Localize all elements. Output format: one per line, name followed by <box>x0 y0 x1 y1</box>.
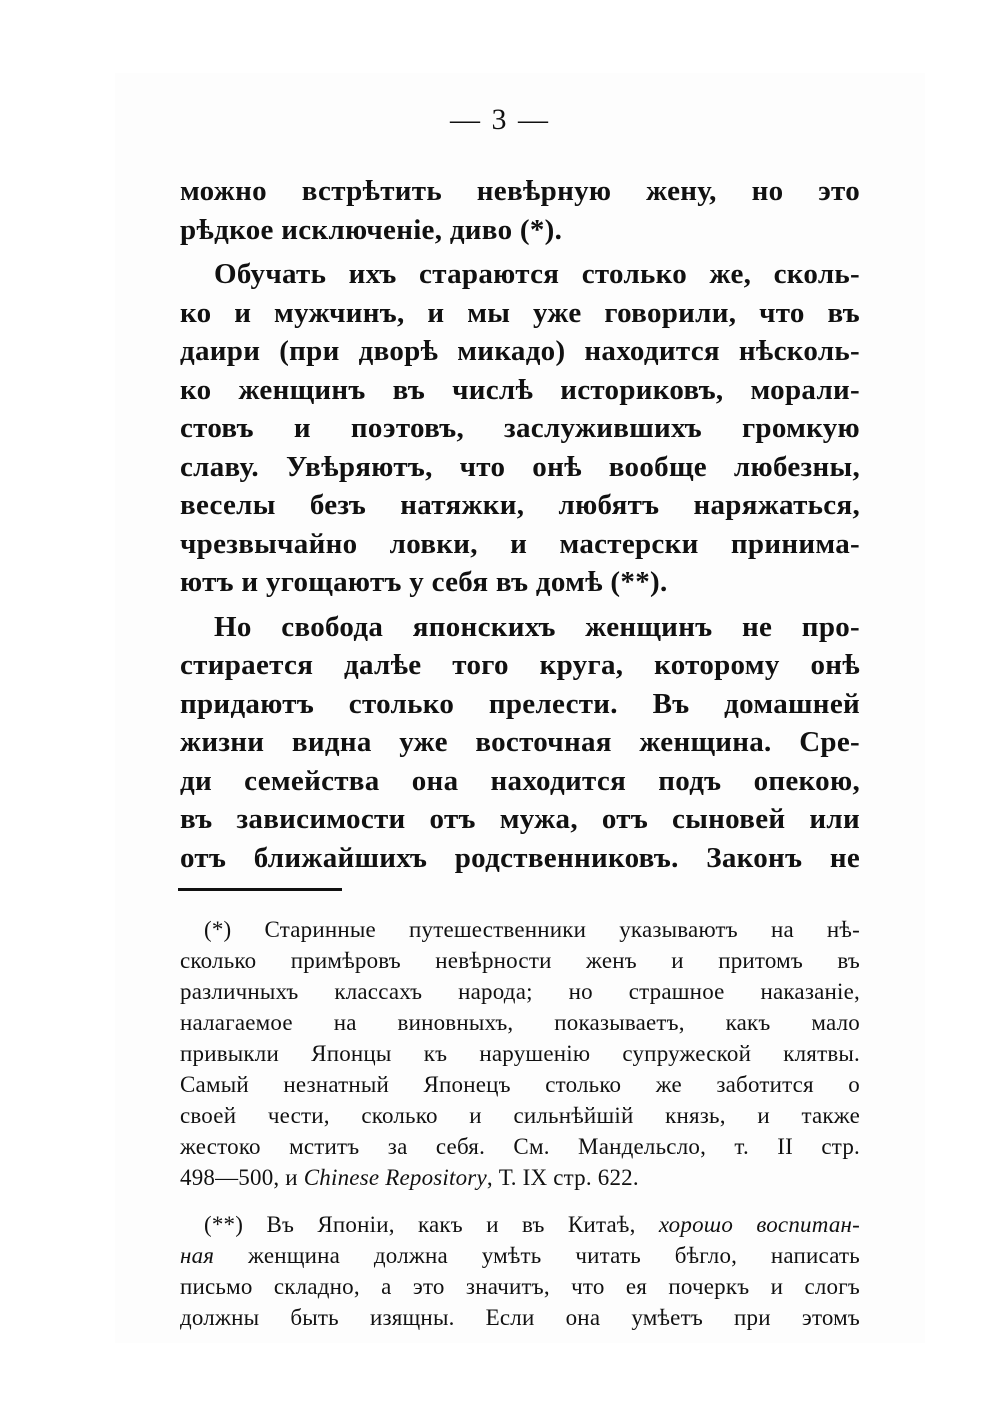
footnote-1 <box>180 914 860 1193</box>
text-line: стовъ и поэтовъ, заслужившихъ громкую <box>180 412 860 444</box>
footnote-line: должны быть изящны. Если она умѣетъ при этомъ <box>180 1305 860 1330</box>
text-line: стирается далѣе того круга, которому онѣ <box>180 649 860 681</box>
footnote-marker: (*) <box>204 917 232 942</box>
footnote-separator-rule <box>178 888 342 891</box>
italic-title: Chinese Repository <box>303 1165 487 1190</box>
footnote-line: 498—500, и Chinese Repository, Т. IX стр. 622. <box>180 1165 639 1190</box>
footnote-line: Самый незнатный Японецъ столько же заботится о <box>180 1072 860 1097</box>
text-line: ютъ и угощаютъ у себя въ домѣ (**). <box>180 566 668 598</box>
footnote-marker: (**) <box>204 1212 244 1237</box>
footnote-line: сколько примѣровъ невѣрности женъ и притомъ въ <box>180 948 860 973</box>
footnote-line: ная женщина должна умѣть читать бѣгло, написать <box>180 1243 860 1268</box>
italic-phrase: ная <box>180 1243 215 1268</box>
paragraph-2 <box>180 255 860 602</box>
text-line: веселы безъ натяжки, любятъ наряжаться, <box>180 489 860 521</box>
footnote-line: привыкли Японцы къ нарушенію супружеской клятвы. <box>180 1041 860 1066</box>
text-line: ди семейства она находится подъ опекою, <box>180 764 860 797</box>
footnote-line: (*) Старинные путешественники указываютъ на нѣ- <box>204 917 860 942</box>
paragraph-1 <box>180 172 860 249</box>
page-number: — 3 — <box>450 103 550 136</box>
main-text <box>180 172 860 877</box>
paragraph-3 <box>180 608 860 878</box>
text-line: можно встрѣтить невѣрную жену, но это <box>180 175 860 207</box>
footnote-line: своей чести, сколько и сильнѣйшій князь, и также <box>180 1103 860 1128</box>
text-line: ко женщинъ въ числѣ историковъ, морали- <box>180 373 860 406</box>
footnote-line: (**) Въ Японіи, какъ и въ Китаѣ, хорошо воспитан- <box>204 1212 860 1237</box>
text-line: чрезвычайно ловки, и мастерски принима- <box>180 527 860 560</box>
text-line: даири (при дворѣ микадо) находится нѣсколь- <box>180 335 860 367</box>
footnote-2 <box>180 1209 860 1333</box>
text-line: Обучать ихъ стараются столько же, сколь- <box>214 258 860 290</box>
text-line: Но свобода японскихъ женщинъ не про- <box>214 610 860 643</box>
text-line: отъ ближайшихъ родственниковъ. Законъ не <box>180 841 860 874</box>
footnote-line: различныхъ классахъ народа; но страшное наказаніе, <box>180 979 860 1004</box>
footnote-line: письмо складно, а это значитъ, что ея почеркъ и слогъ <box>180 1274 860 1299</box>
text-line: ко и мужчинъ, и мы уже говорили, что въ <box>180 296 860 329</box>
footnotes <box>180 914 860 1333</box>
italic-phrase: хорошо воспитан- <box>658 1212 860 1237</box>
footnote-line: налагаемое на виновныхъ, показываетъ, какъ мало <box>180 1010 860 1035</box>
text-line: славу. Увѣряютъ, что онѣ вообще любезны, <box>180 450 860 483</box>
text-line: придаютъ столько прелести. Въ домашней <box>180 687 860 720</box>
text-line: въ зависимости отъ мужа, отъ сыновей или <box>180 803 860 835</box>
footnote-line: жестоко мститъ за себя. См. Мандельсло, т. II стр. <box>180 1134 860 1159</box>
text-line: жизни видна уже восточная женщина. Сре- <box>180 726 860 758</box>
text-line: рѣдкое исключеніе, диво (*). <box>180 213 563 246</box>
